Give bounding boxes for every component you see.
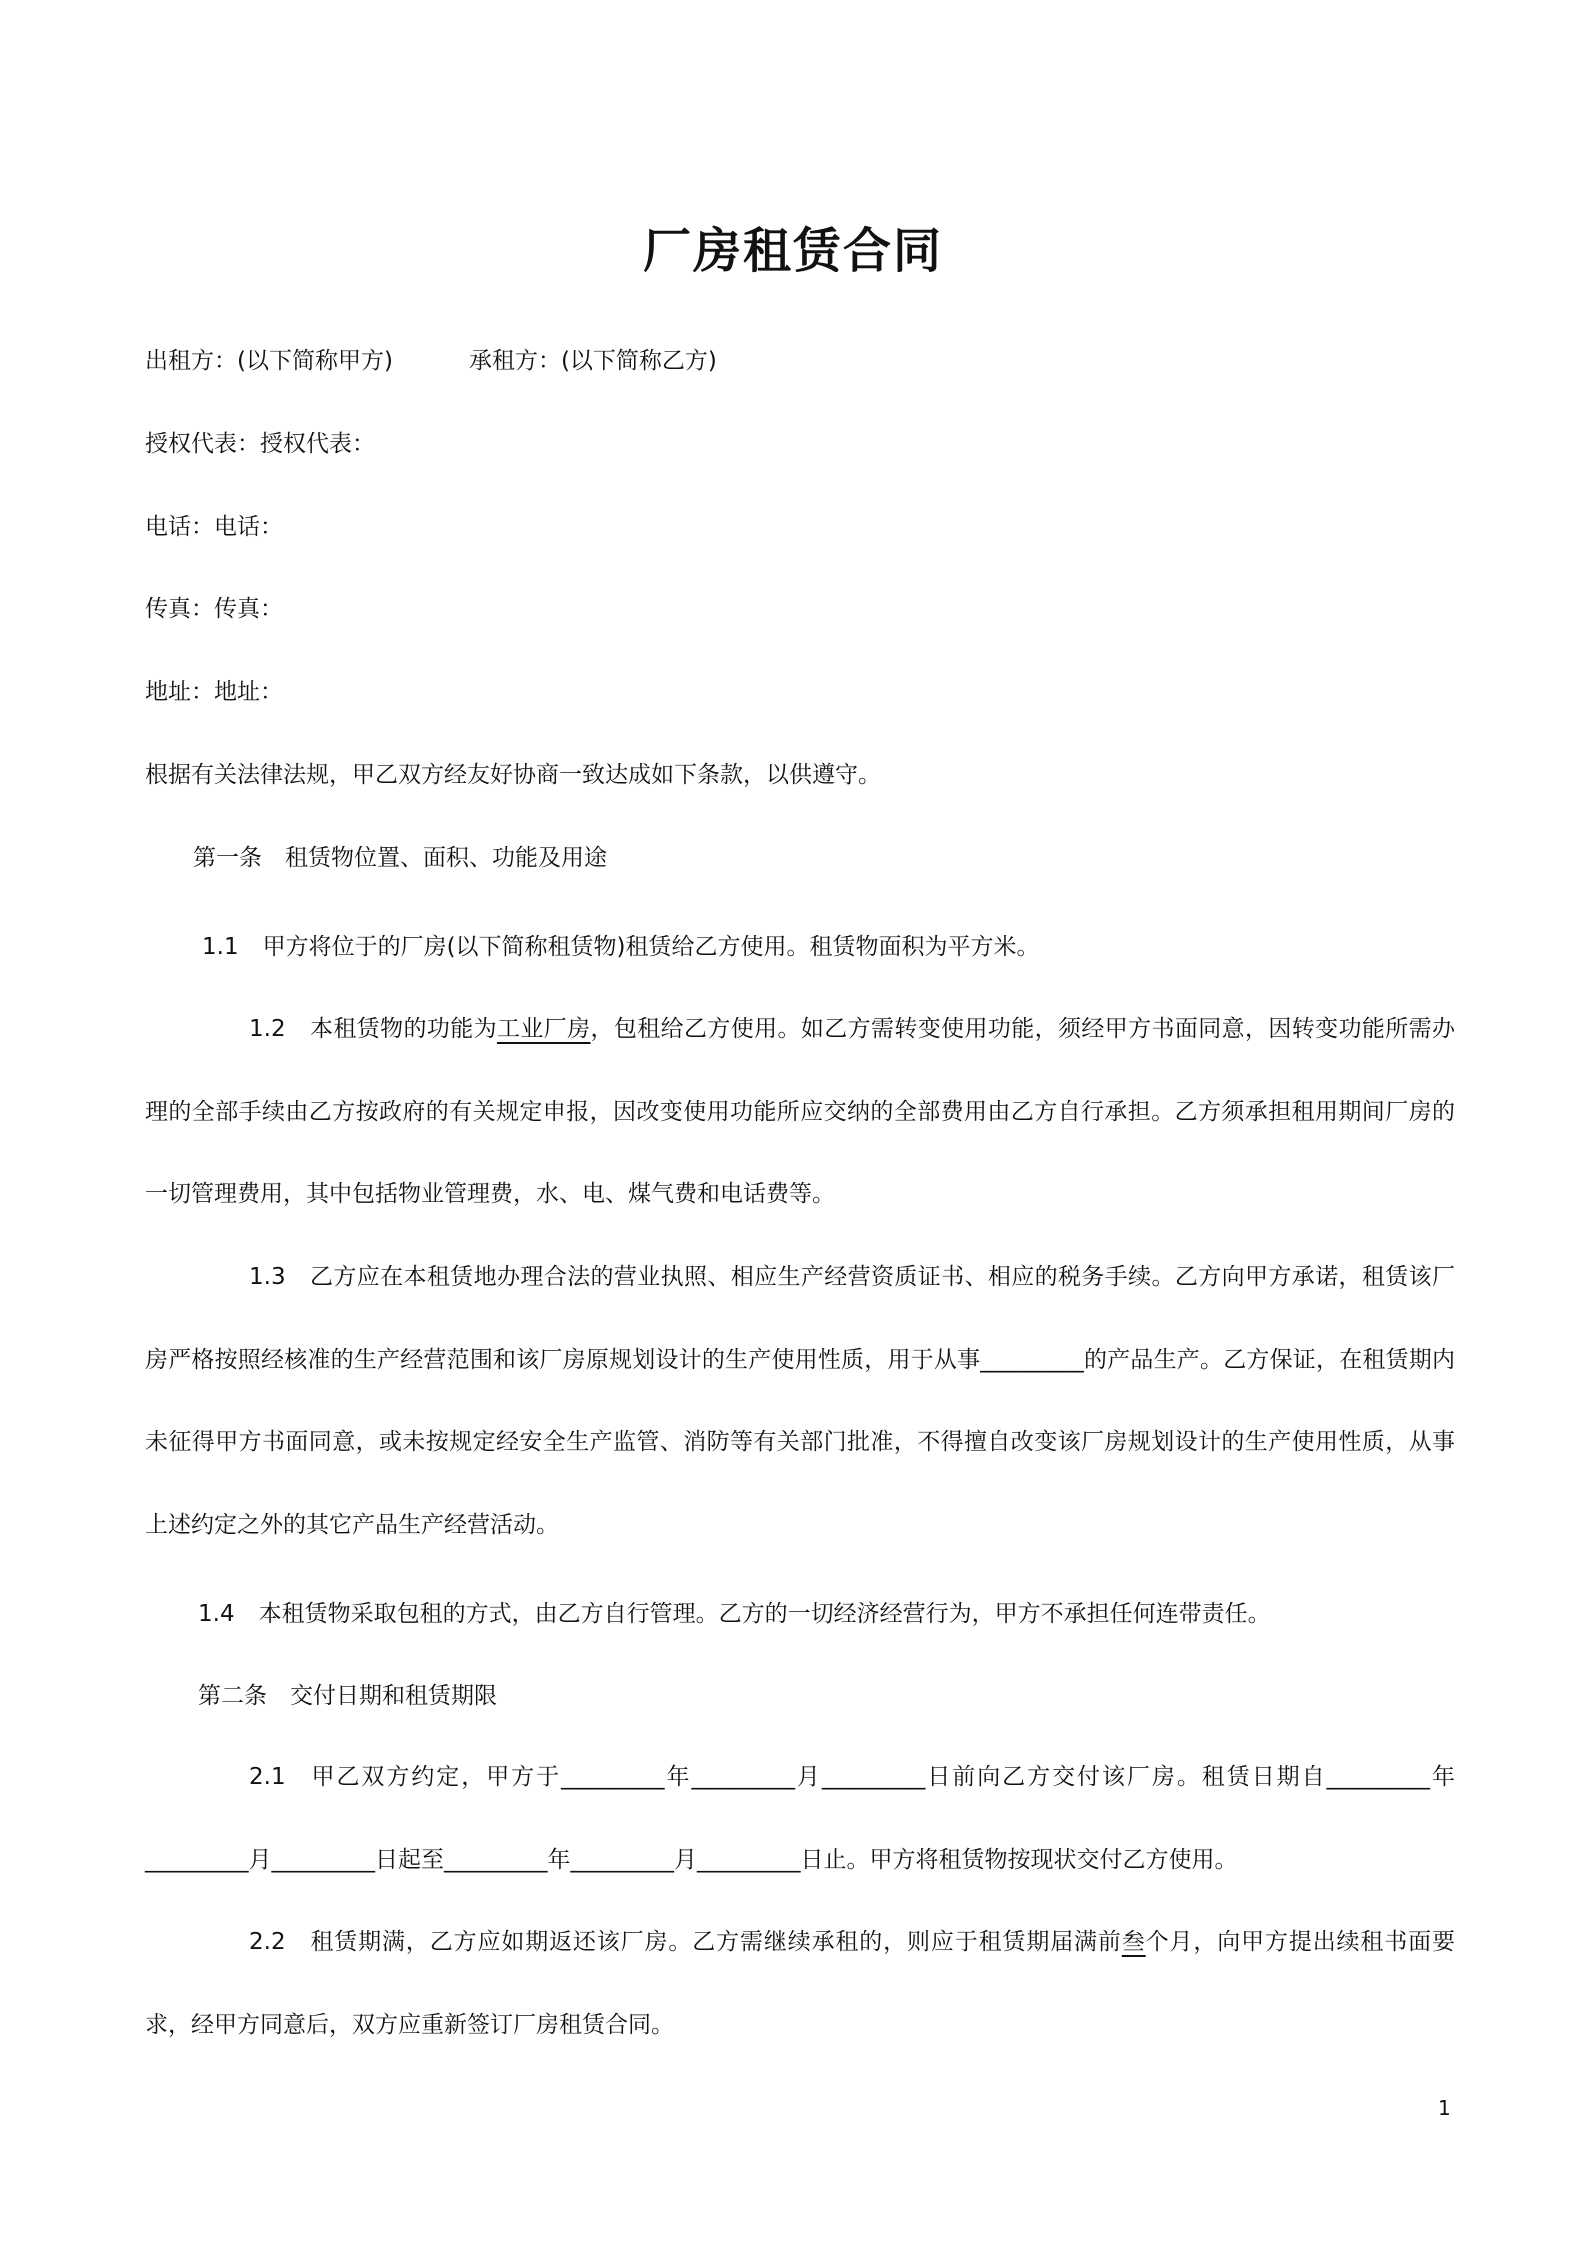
clause-number: 2.1: [249, 1764, 286, 1790]
clause-text: 甲方将位于的厂房(以下简称租赁物)租赁给乙方使用。租赁物面积为平方米。: [262, 934, 1040, 960]
clause-text-pre: 本租赁物的功能为: [309, 1016, 497, 1042]
clause-2-2: [145, 1901, 1455, 2066]
parties-line: [145, 342, 1445, 375]
clause-2-1: [145, 1736, 1455, 1901]
clause-text: 甲乙双方约定，甲方于_________年_________月_________日前向乙方交付该厂房。租赁日期自_________年_________月_________日起至_________年_________月_________日止。甲方将租赁物按现状交付乙方使用。: [145, 1764, 1455, 1873]
clause-1-3: [145, 1236, 1455, 1566]
clause-text-post: ，包租给乙方使用。如乙方需转变使用功能，须经甲方书面同意，因转变功能所需办理的全部手续由乙方按政府的有关规定申报，因改变使用功能所应交纳的全部费用由乙方自行承担。乙方须承担租用期间厂房的一切管理费用，其中包括物业管理费，水、电、煤气费和电话费等。: [145, 1016, 1456, 1208]
clause-text-post: 的产品生产。乙方保证，在租赁期内未征得甲方书面同意，或未按规定经安全生产监管、消防等有关部门批准，不得擅自改变该厂房规划设计的生产使用性质，从事上述约定之外的其它产品生产经营活动。: [145, 1346, 1456, 1538]
clause-text-pre: 乙方应在本租赁地办理合法的营业执照、相应生产经营资质证书、相应的税务手续。乙方向甲方承诺，租赁该厂房严格按照经核准的生产经营范围和该厂房原规划设计的生产使用性质，用于从事: [145, 1264, 1455, 1373]
field-representative: 授权代表：授权代表：: [145, 431, 375, 457]
clause-text-post: 个月，向甲方提出续租书面要求，经甲方同意后，双方应重新签订厂房租赁合同。: [145, 1929, 1456, 2038]
function-value: 工业厂房: [496, 1016, 591, 1042]
lessor-label: 出租方：(以下简称甲方): [145, 348, 393, 374]
field-phone: 电话：电话：: [145, 514, 283, 540]
months-value: 叁: [1121, 1929, 1146, 1955]
field-address: 地址：地址：: [145, 679, 283, 705]
clause-1-2: [145, 988, 1455, 1236]
clause-number: 1.4: [198, 1601, 235, 1627]
article-2-heading: 第二条 交付日期和租赁期限: [198, 1683, 497, 1709]
article-1-heading: 第一条 租赁物位置、面积、功能及用途: [193, 845, 607, 871]
clause-number: 1.3: [249, 1264, 286, 1290]
document-title: 厂房租赁合同: [642, 223, 943, 279]
clause-number: 1.1: [202, 934, 239, 960]
clause-number: 2.2: [249, 1929, 286, 1955]
lessee-label: 承租方：(以下简称乙方): [468, 348, 717, 374]
clause-text: 本租赁物采取包租的方式，由乙方自行管理。乙方的一切经济经营行为，甲方不承担任何连带责任。: [258, 1601, 1271, 1627]
clause-number: 1.2: [249, 1016, 286, 1042]
intro-text: 根据有关法律法规，甲乙双方经友好协商一致达成如下条款，以供遵守。: [145, 762, 881, 788]
clause-1-4: [198, 1595, 1498, 1628]
blank-field: _________: [980, 1346, 1084, 1373]
clause-1-1: [202, 928, 1502, 961]
clause-text-pre: 租赁期满，乙方应如期返还该厂房。乙方需继续承租的，则应于租赁期届满前: [309, 1929, 1122, 1955]
field-fax: 传真：传真：: [145, 596, 283, 622]
page-number: 1: [1438, 2096, 1451, 2120]
